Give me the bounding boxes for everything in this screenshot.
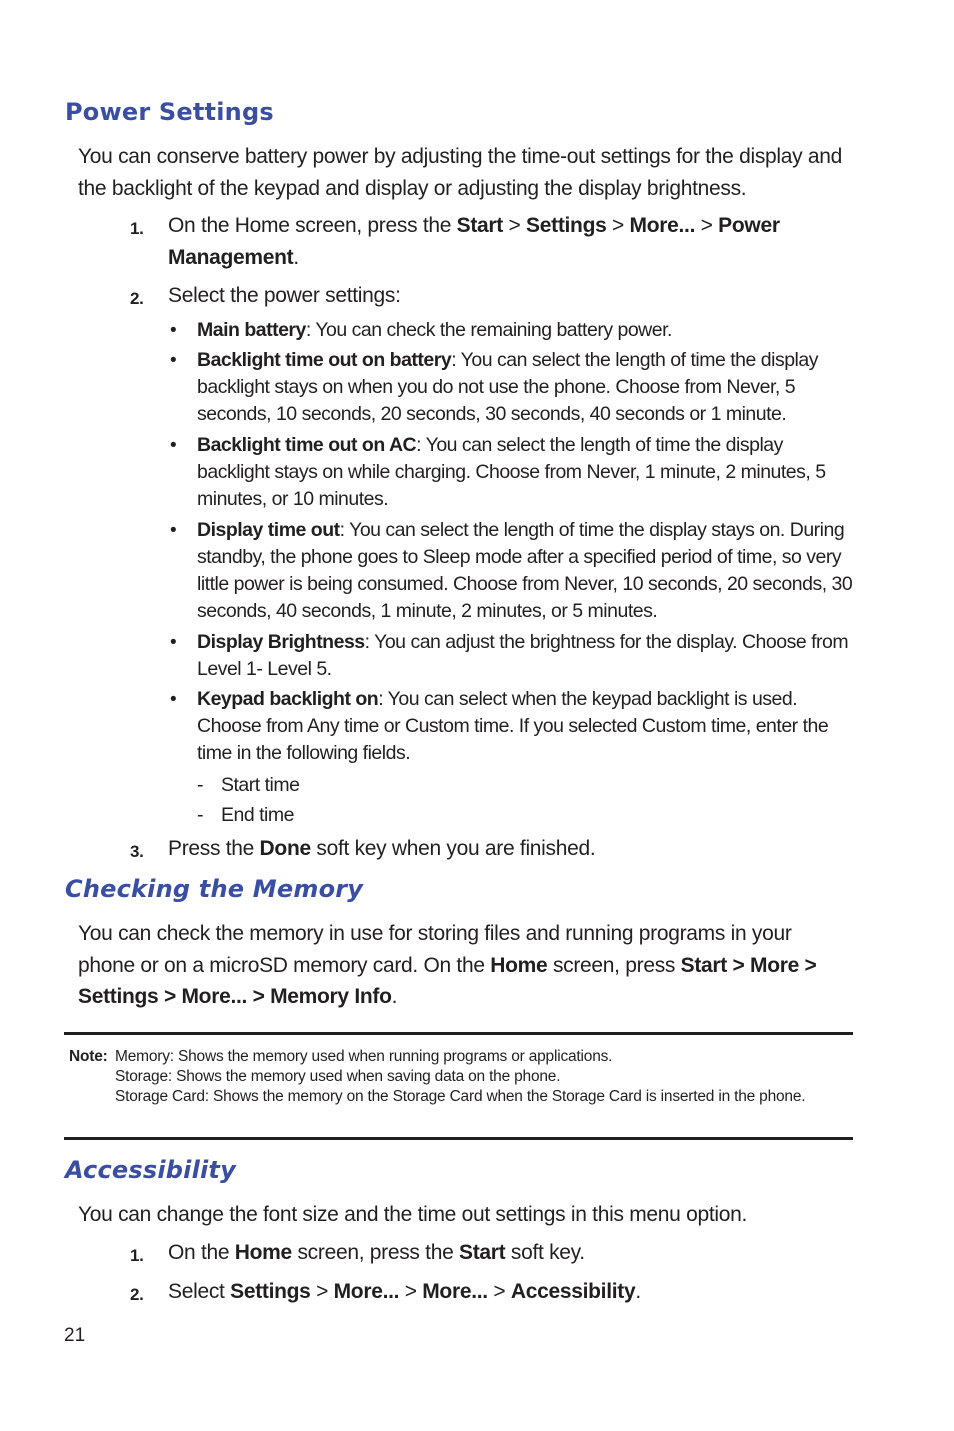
power-step-2 xyxy=(130,280,830,312)
bullet-marker: • xyxy=(170,350,177,371)
step-number: 1. xyxy=(130,1246,144,1265)
note-line-storage-card: Storage Card: Shows the memory on the Storage Card when the Storage Card is inserted in the phone. xyxy=(115,1088,806,1105)
access-step-1 xyxy=(130,1237,830,1269)
step-text: On the Home screen, press the Start > Settings > More... > Power Management. xyxy=(168,214,780,269)
step-text: On the Home screen, press the Start soft key. xyxy=(168,1241,585,1264)
power-step-3 xyxy=(130,833,830,865)
access-step-2 xyxy=(130,1276,830,1308)
bullet-backlight-battery: • Backlight time out on battery: You can select the length of time the display backlight stays on when you do not use the phone. Choose from Never, 5 seconds, 10 seconds, 20 seconds, 30 seconds, 40 seconds or 1 minute. xyxy=(170,349,818,425)
accessibility-intro: You can change the font size and the time out settings in this menu option. xyxy=(78,1203,748,1226)
note-bottom-rule xyxy=(64,1137,853,1140)
note-line-memory: Memory: Shows the memory used when running programs or applications. xyxy=(115,1048,613,1065)
bullet-marker: • xyxy=(170,320,177,341)
power-step-1 xyxy=(130,210,830,273)
subitem-start-time: - Start time xyxy=(197,774,300,796)
note-top-rule xyxy=(64,1032,853,1035)
bullet-marker: • xyxy=(170,632,177,653)
accessibility-heading: Accessibility xyxy=(65,1156,236,1184)
note-label: Note: xyxy=(69,1048,108,1065)
bullet-main-battery: • Main battery: You can check the remaining battery power. xyxy=(170,317,860,344)
step-number: 2. xyxy=(130,1285,144,1304)
bullet-display-brightness: • Display Brightness: You can adjust the brightness for the display. Choose from Level 1- Level 5. xyxy=(170,631,849,680)
bullet-keypad-backlight: • Keypad backlight on: You can select when the keypad backlight is used. Choose from Any time or Custom time. If you selected Custom time, enter the time in the following fields. xyxy=(170,688,829,764)
memory-paragraph: You can check the memory in use for storing files and running programs in your phone or on a microSD memory card. On the Home screen, press Start > More > Settings > More... > Memory Info. xyxy=(78,922,817,1008)
bullet-marker: • xyxy=(170,435,177,456)
subitem-end-time: - End time xyxy=(197,804,294,826)
step-number: 1. xyxy=(130,219,144,238)
note-line-storage: Storage: Shows the memory used when saving data on the phone. xyxy=(115,1068,561,1085)
bullet-display-timeout: • Display time out: You can select the length of time the display stays on. During standby, the phone goes to Sleep mode after a specified period of time, so very little power is being consumed. Choose from Never, 10 seconds, 20 seconds, 30 seconds, 40 seconds, 1 minute, 2 minutes, or 5 minutes. xyxy=(170,519,853,622)
power-intro: You can conserve battery power by adjusting the time-out settings for the display and the backlight of the keypad and display or adjusting the display brightness. xyxy=(78,145,843,200)
checking-memory-heading: Checking the Memory xyxy=(65,875,364,903)
step-text: Press the Done soft key when you are finished. xyxy=(168,837,596,860)
step-text: Select the power settings: xyxy=(168,284,401,307)
step-number: 3. xyxy=(130,842,144,861)
bullet-marker: • xyxy=(170,520,177,541)
step-number: 2. xyxy=(130,289,144,308)
note-box xyxy=(69,1047,839,1107)
bullet-backlight-ac: • Backlight time out on AC: You can select the length of time the display backlight stays on while charging. Choose from Never, 1 minute, 2 minutes, 5 minutes, or 10 minutes. xyxy=(170,434,826,510)
bullet-marker: • xyxy=(170,689,177,710)
step-text: Select Settings > More... > More... > Accessibility. xyxy=(168,1280,641,1303)
page-number: 21 xyxy=(64,1325,86,1346)
power-settings-heading: Power Settings xyxy=(65,98,274,126)
